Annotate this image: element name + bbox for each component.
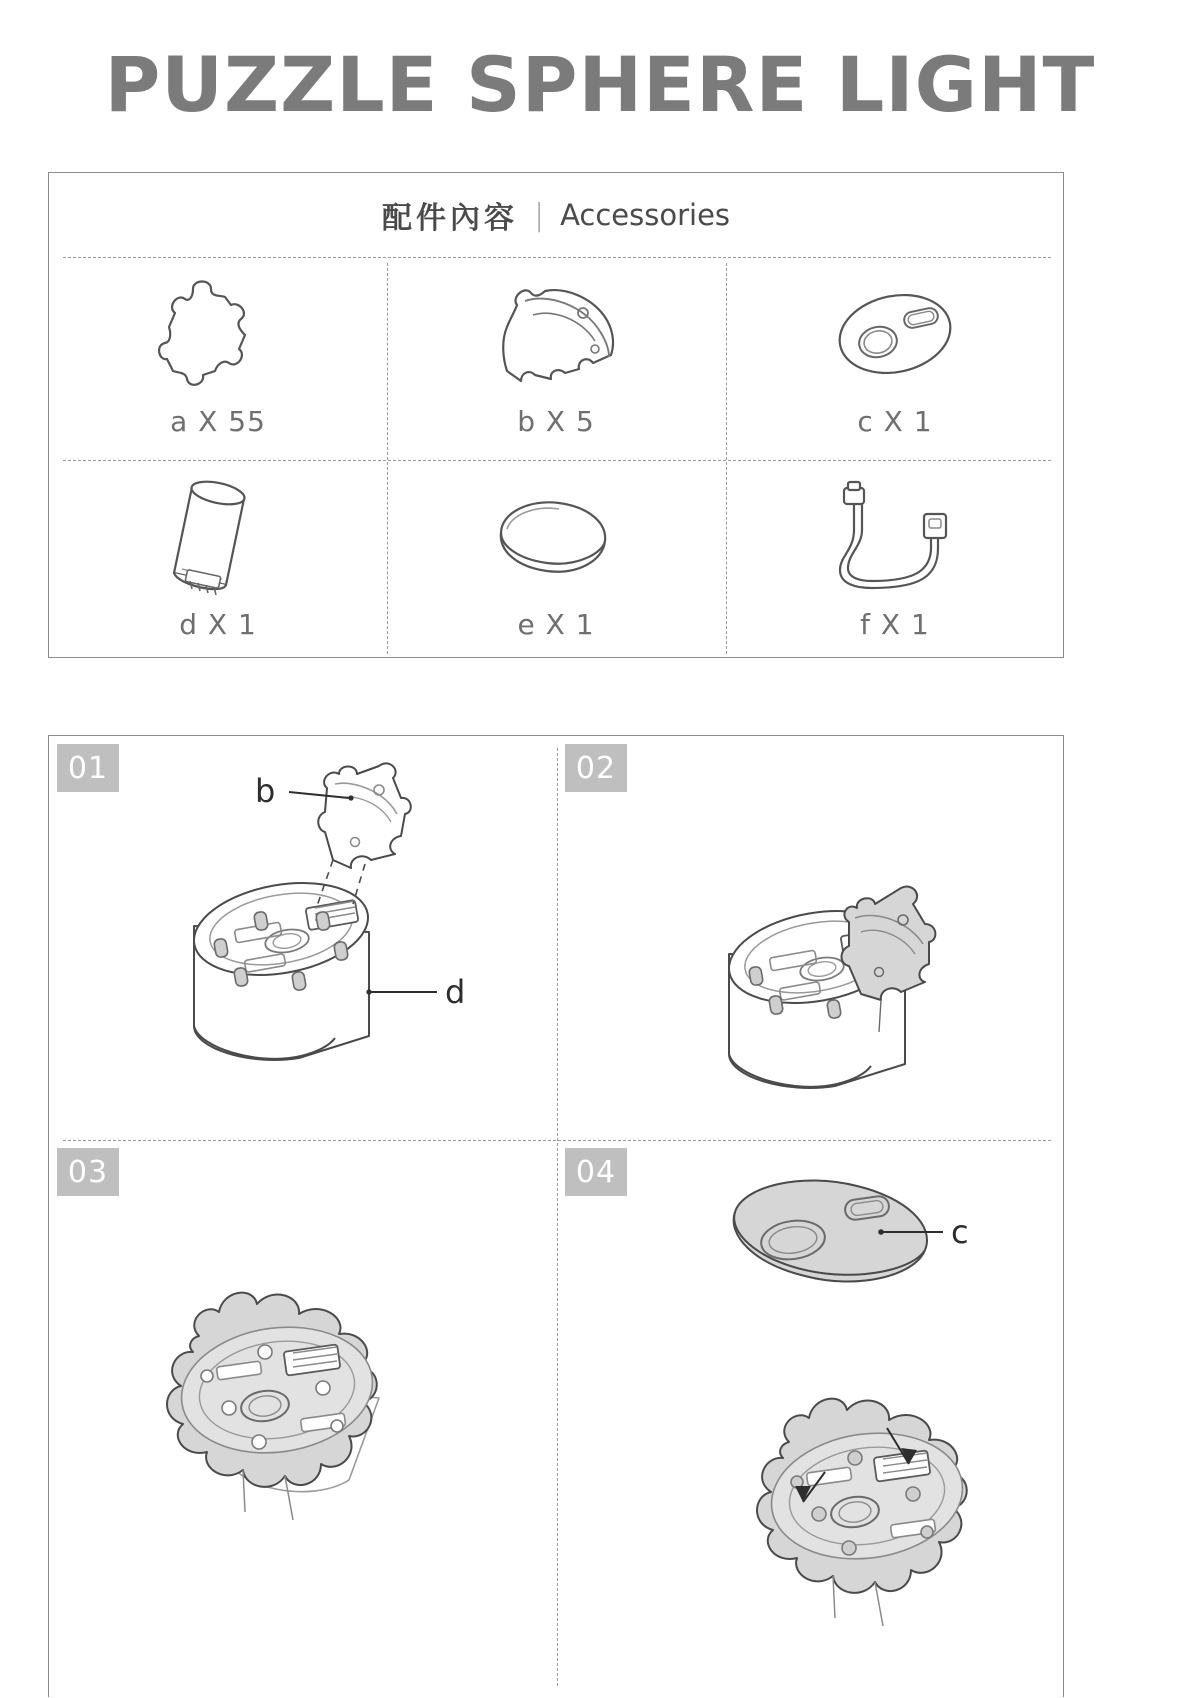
accessory-item-b <box>387 263 725 466</box>
step-04-callout-c: c <box>951 1213 969 1251</box>
step-02-illustration <box>557 736 1065 1140</box>
steps-panel <box>48 735 1064 1697</box>
step-number-badge: 02 <box>565 744 627 792</box>
accessories-divider-top <box>63 257 1051 258</box>
accessory-item-f <box>726 466 1064 669</box>
step-number-badge: 04 <box>565 1148 627 1196</box>
page-title: PUZZLE SPHERE LIGHT <box>104 40 1096 129</box>
curved-puzzle-piece-icon <box>387 263 725 403</box>
step-04-illustration <box>557 1140 1065 1698</box>
accessories-heading-en: Accessories <box>560 198 731 232</box>
puzzle-piece-icon <box>49 263 387 403</box>
accessories-heading-separator: | <box>533 197 545 233</box>
step-number-badge: 03 <box>57 1148 119 1196</box>
step-03 <box>49 1140 557 1698</box>
accessory-label-b: b X 5 <box>517 405 595 438</box>
accessory-label-f: f X 1 <box>860 608 930 641</box>
cylinder-base-icon <box>49 466 387 606</box>
step-03-illustration <box>49 1140 557 1698</box>
step-number-badge: 01 <box>57 744 119 792</box>
accessory-label-c: c X 1 <box>857 405 933 438</box>
accessories-heading-cn: 配件內容 <box>381 201 518 236</box>
step-01-callout-d: d <box>445 973 466 1011</box>
accessory-item-e <box>387 466 725 669</box>
accessory-label-a: a X 55 <box>170 405 266 438</box>
accessories-header <box>49 173 1063 257</box>
disc-icon <box>387 466 725 606</box>
accessory-item-d <box>49 466 387 669</box>
accessory-label-d: d X 1 <box>179 608 257 641</box>
accessory-item-a <box>49 263 387 466</box>
usb-cable-icon <box>726 466 1064 606</box>
accessories-panel <box>48 172 1064 658</box>
oval-cap-icon <box>726 263 1064 403</box>
accessory-label-e: e X 1 <box>517 608 595 641</box>
step-01 <box>49 736 557 1140</box>
step-01-illustration <box>49 736 557 1140</box>
step-01-callout-b: b <box>255 772 276 810</box>
step-02 <box>557 736 1065 1140</box>
accessory-item-c <box>726 263 1064 466</box>
step-04 <box>557 1140 1065 1698</box>
